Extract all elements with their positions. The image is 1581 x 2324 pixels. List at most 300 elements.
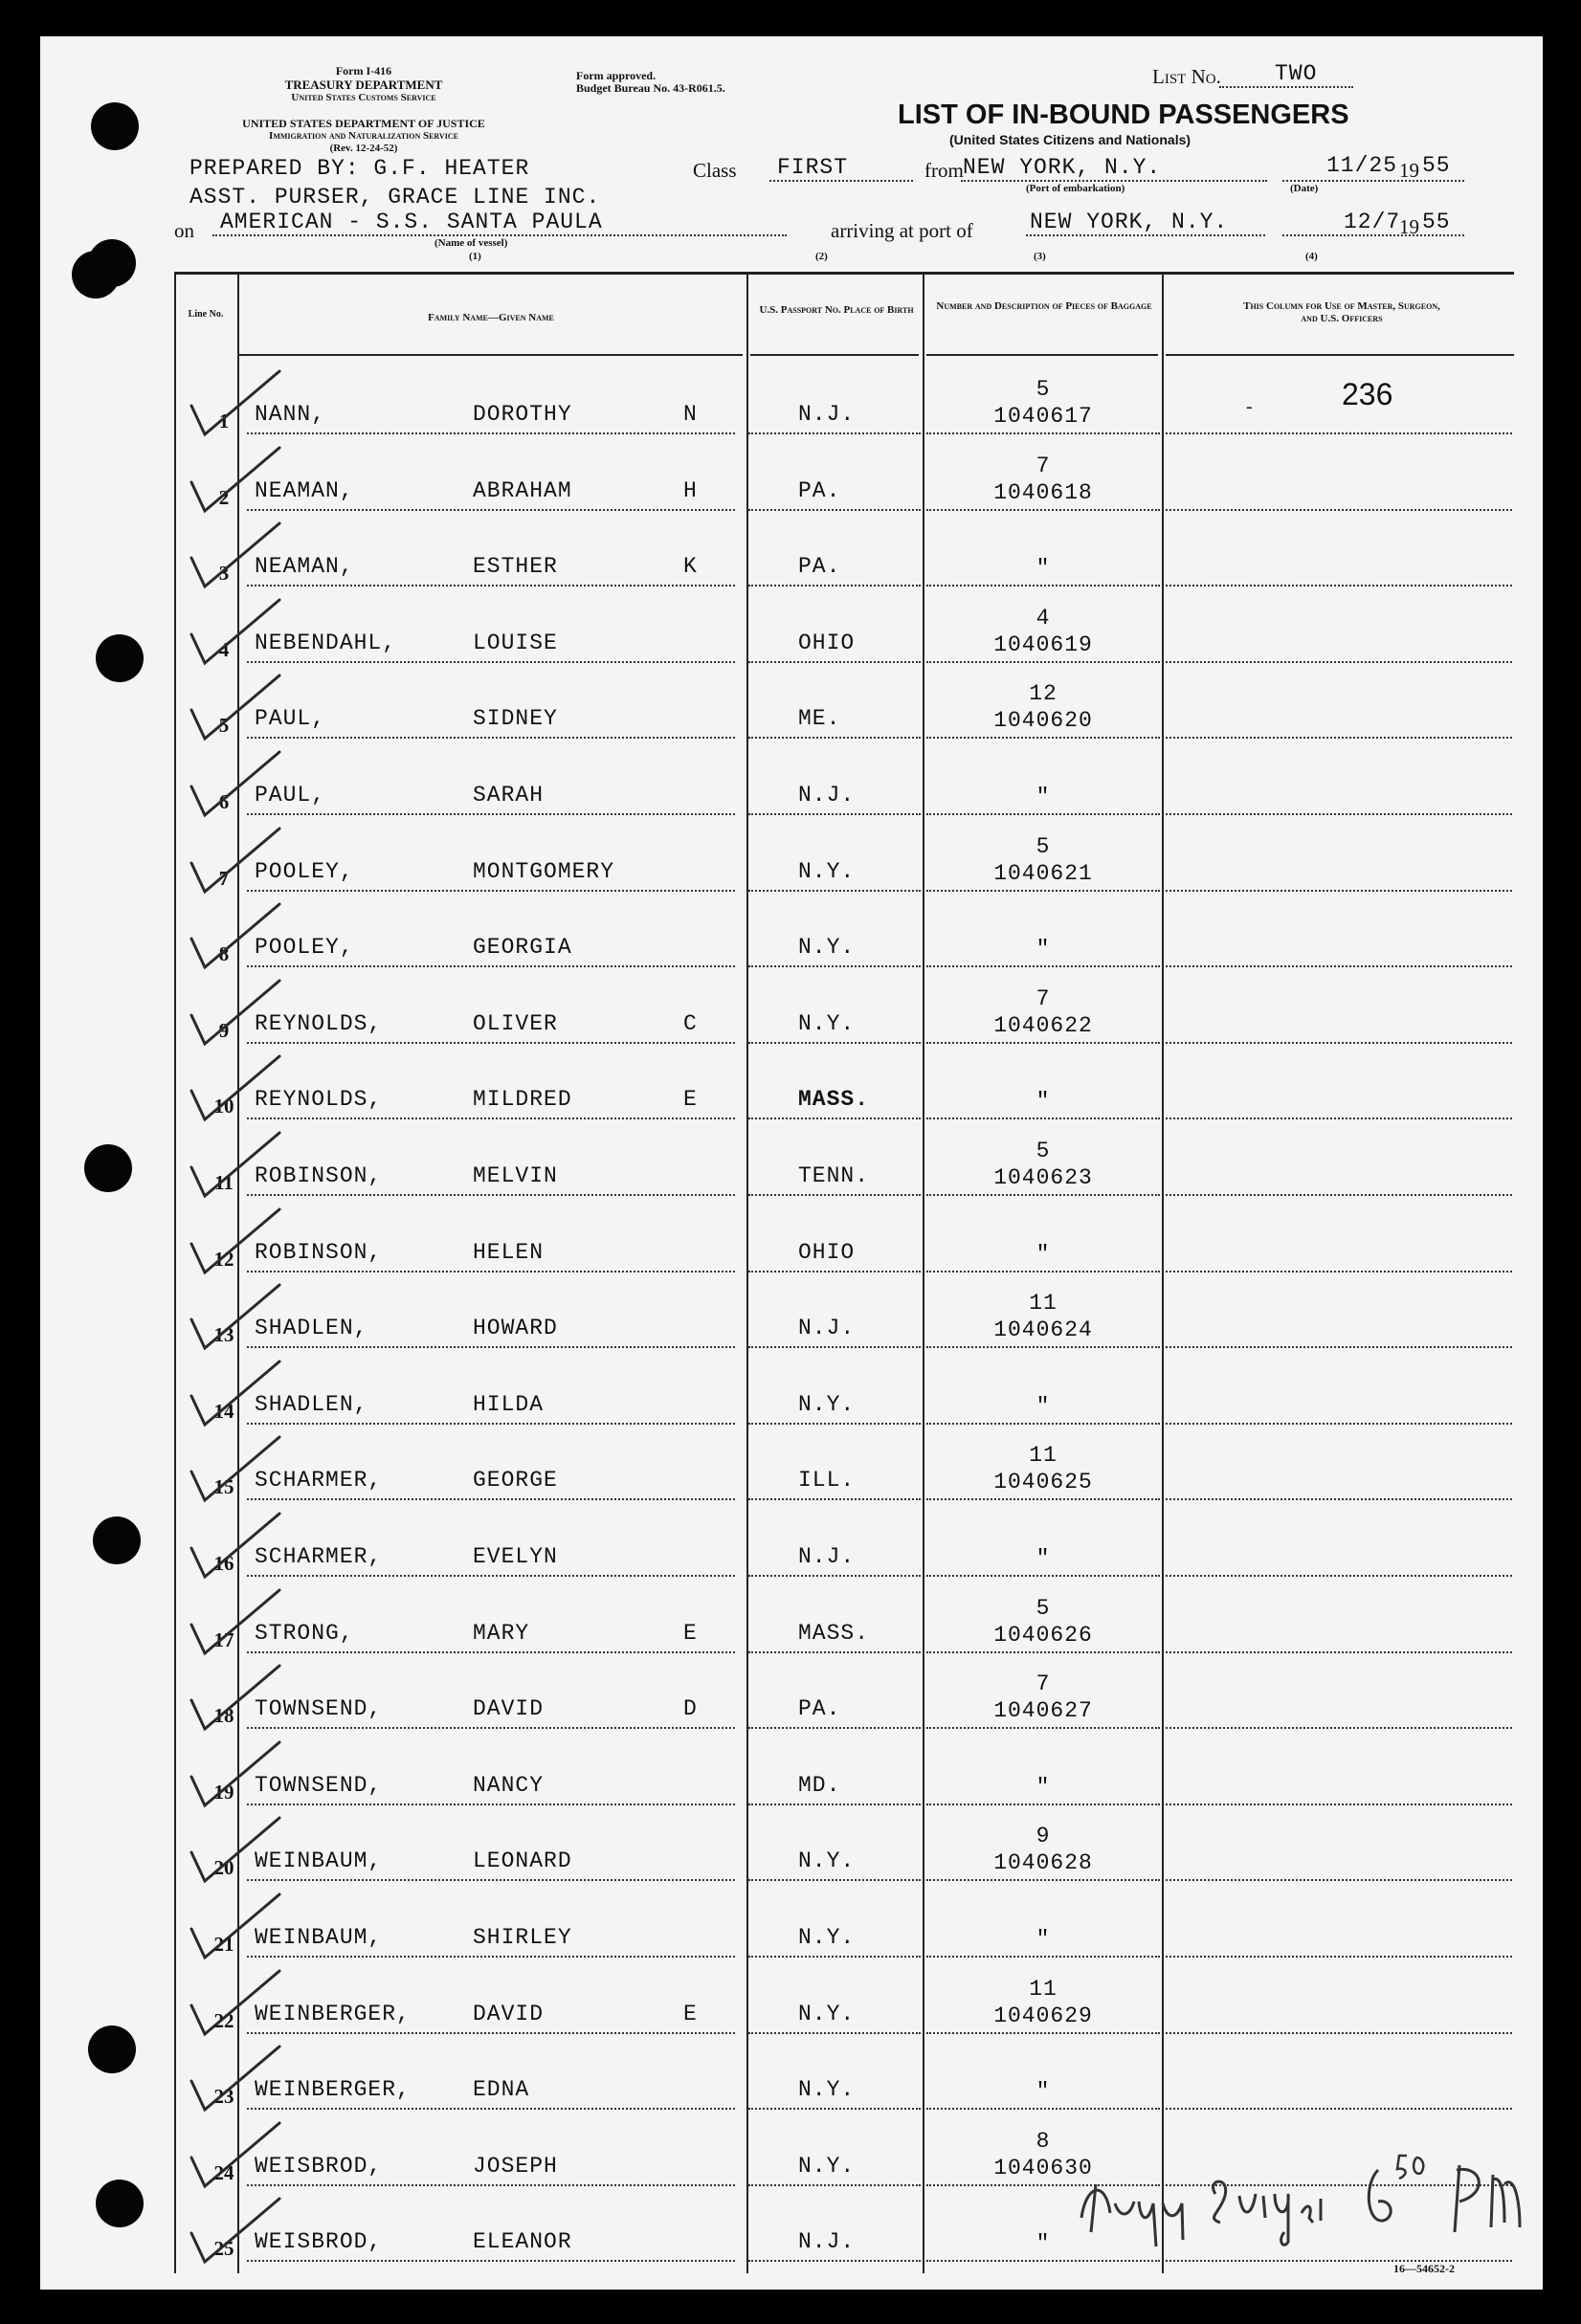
middle-initial: C	[683, 1010, 698, 1036]
arrival-date: 12/7	[1344, 210, 1401, 234]
row-separator	[926, 1575, 1160, 1577]
check-mark-icon	[184, 1586, 289, 1663]
baggage-number: "	[1035, 1089, 1051, 1115]
family-name: NEAMAN,	[255, 554, 354, 580]
document-page	[40, 36, 1543, 2290]
line-number: 12	[213, 1247, 234, 1271]
table-top-border	[174, 272, 1514, 275]
arriving-line	[1026, 234, 1265, 236]
row-separator	[1166, 1042, 1512, 1044]
family-name: POOLEY,	[255, 935, 354, 961]
line-number: 16	[213, 1552, 234, 1575]
row-separator	[247, 432, 735, 434]
row-separator	[926, 509, 1160, 511]
row-separator	[926, 2108, 1160, 2110]
row-separator	[926, 813, 1160, 815]
line-number: 4	[218, 637, 230, 661]
check-mark-icon	[184, 1891, 289, 1967]
line-number: 20	[213, 1856, 234, 1880]
check-mark-icon	[184, 1129, 289, 1206]
row-separator	[926, 1651, 1160, 1653]
place-of-birth: OHIO	[798, 1239, 856, 1265]
baggage-number: 1040622	[993, 1012, 1093, 1038]
baggage-count: 7	[1035, 985, 1051, 1011]
row-separator	[926, 1423, 1160, 1425]
row-separator	[748, 1651, 921, 1653]
given-name: SARAH	[473, 783, 545, 808]
check-mark-icon	[184, 1814, 289, 1891]
family-name: STRONG,	[255, 1620, 354, 1646]
place-of-birth: N.Y.	[798, 1391, 856, 1417]
row-separator	[1166, 1498, 1512, 1500]
given-name: DAVID	[473, 1696, 545, 1722]
row-separator	[247, 2108, 735, 2110]
row-separator	[1166, 1194, 1512, 1196]
family-name: WEISBROD,	[255, 2153, 383, 2179]
class-value: FIRST	[777, 155, 849, 180]
baggage-number: "	[1035, 1927, 1051, 1952]
row-separator	[748, 432, 921, 434]
baggage-count: 11	[1029, 1976, 1058, 2002]
row-separator	[1166, 1118, 1512, 1119]
family-name: SHADLEN,	[255, 1316, 368, 1341]
list-no-label: List No.	[1152, 65, 1221, 88]
line-number: 8	[218, 942, 230, 966]
purser: ASST. PURSER, GRACE LINE INC.	[189, 185, 601, 210]
row-separator	[748, 661, 921, 663]
family-name: NEBENDAHL,	[255, 630, 397, 655]
family-name: WEISBROD,	[255, 2229, 383, 2255]
dept-treasury: TREASURY DEPARTMENT	[284, 77, 443, 92]
family-name: PAUL,	[255, 706, 326, 732]
middle-initial: D	[683, 1696, 698, 1722]
punch-hole	[84, 1144, 132, 1192]
family-name: SCHARMER,	[255, 1544, 383, 1569]
row-separator	[926, 1879, 1160, 1881]
col-header-passport: U.S. Passport No. Place of Birth	[759, 304, 914, 316]
baggage-number: 1040618	[993, 479, 1093, 505]
from-value: NEW YORK, N.Y.	[963, 155, 1162, 180]
row-separator	[926, 890, 1160, 892]
given-name: MELVIN	[473, 1163, 558, 1188]
dept-treasury-sub: United States Customs Service	[291, 92, 436, 103]
check-mark-icon	[184, 1510, 289, 1586]
row-separator	[1166, 509, 1512, 511]
punch-hole	[96, 2180, 144, 2227]
row-separator	[926, 1118, 1160, 1119]
dept-justice: UNITED STATES DEPARTMENT OF JUSTICE	[242, 117, 485, 130]
row-separator	[748, 1118, 921, 1119]
line-number: 1	[218, 409, 230, 432]
row-separator	[748, 585, 921, 587]
family-name: WEINBERGER,	[255, 2077, 411, 2103]
place-of-birth: N.Y.	[798, 858, 856, 884]
baggage-number: "	[1035, 937, 1051, 963]
row-separator	[247, 2184, 735, 2186]
row-separator	[748, 1804, 921, 1805]
place-of-birth: N.J.	[798, 1316, 856, 1341]
line-number: 25	[213, 2237, 234, 2261]
place-of-birth: ILL.	[798, 1468, 856, 1494]
row-separator	[1166, 2260, 1512, 2262]
page-title: LIST OF IN-BOUND PASSENGERS	[898, 100, 1349, 130]
given-name: OLIVER	[473, 1010, 558, 1036]
baggage-number: "	[1035, 556, 1051, 582]
row-separator	[1166, 1423, 1512, 1425]
baggage-count: 5	[1035, 1595, 1051, 1621]
check-mark-icon	[184, 1967, 289, 2044]
col-header-officers: This Column for Use of Master, Surgeon, and U.S. Officers	[1243, 300, 1440, 324]
check-mark-icon	[184, 367, 289, 444]
baggage-number: 1040620	[993, 708, 1093, 734]
baggage-number: "	[1035, 785, 1051, 809]
row-separator	[1166, 965, 1512, 967]
place-of-birth: N.J.	[798, 402, 856, 427]
row-separator	[247, 509, 735, 511]
given-name: ELEANOR	[473, 2229, 572, 2255]
row-separator	[748, 813, 921, 815]
family-name: WEINBAUM,	[255, 1925, 383, 1950]
line-number: 15	[213, 1475, 234, 1499]
given-name: EDNA	[473, 2077, 530, 2103]
check-mark-icon	[184, 444, 289, 520]
family-name: REYNOLDS,	[255, 1087, 383, 1113]
baggage-number: "	[1035, 2231, 1051, 2257]
place-of-birth: OHIO	[798, 630, 856, 655]
list-no-value: TWO	[1275, 61, 1318, 86]
caption-1: (1)	[469, 251, 481, 262]
row-separator	[1166, 813, 1512, 815]
col-header-baggage: Number and Description of Pieces of Baggage	[936, 300, 1152, 312]
family-name: SHADLEN,	[255, 1391, 368, 1417]
table-left-border	[174, 274, 176, 2273]
line-number: 3	[218, 562, 230, 586]
on-label: on	[174, 219, 194, 242]
baggage-count: 4	[1035, 605, 1051, 631]
row-separator	[1166, 2032, 1512, 2034]
row-separator	[247, 1651, 735, 1653]
row-separator	[926, 661, 1160, 663]
row-separator	[247, 1727, 735, 1729]
line-number: 21	[213, 1933, 234, 1956]
vessel-name: AMERICAN - S.S. SANTA PAULA	[220, 210, 603, 234]
class-line	[769, 180, 913, 182]
punch-hole	[96, 634, 144, 682]
port-embark-caption: (Port of embarkation)	[1026, 183, 1125, 194]
line-number: 7	[218, 866, 230, 890]
row-separator	[247, 1423, 735, 1425]
given-name: ESTHER	[473, 554, 558, 580]
place-of-birth: TENN.	[798, 1163, 870, 1188]
given-name: NANCY	[473, 1772, 545, 1798]
check-mark-icon	[184, 2195, 289, 2271]
row-separator	[1166, 661, 1512, 663]
check-mark-icon	[184, 596, 289, 673]
row-separator	[247, 1575, 735, 1577]
family-name: WEINBERGER,	[255, 2001, 411, 2026]
place-of-birth: MD.	[798, 1772, 841, 1798]
line-number: 13	[213, 1323, 234, 1347]
class-label: Class	[693, 159, 737, 182]
given-name: MARY	[473, 1620, 530, 1646]
place-of-birth: N.J.	[798, 783, 856, 808]
row-separator	[926, 1194, 1160, 1196]
row-separator	[247, 1042, 735, 1044]
row-separator	[247, 1498, 735, 1500]
family-name: NEAMAN,	[255, 477, 354, 503]
row-separator	[247, 1879, 735, 1881]
line-number: 17	[213, 1627, 234, 1651]
given-name: HILDA	[473, 1391, 545, 1417]
date-caption: (Date)	[1290, 183, 1319, 194]
from-line	[961, 180, 1267, 182]
check-mark-icon	[184, 2043, 289, 2119]
row-separator	[926, 1346, 1160, 1348]
baggage-number: "	[1035, 1393, 1051, 1419]
place-of-birth: N.Y.	[798, 1010, 856, 1036]
line-number: 6	[218, 790, 230, 813]
baggage-count: 5	[1035, 833, 1051, 859]
baggage-number: 1040628	[993, 1850, 1093, 1876]
baggage-number: 1040625	[993, 1470, 1093, 1495]
form-number: Form I-416	[335, 64, 392, 77]
place-of-birth: N.J.	[798, 1544, 856, 1569]
row-separator	[748, 965, 921, 967]
family-name: ROBINSON,	[255, 1163, 383, 1188]
baggage-number: "	[1035, 1774, 1051, 1800]
handwritten-number: 236	[1342, 377, 1393, 411]
check-mark-icon	[184, 748, 289, 825]
check-mark-icon	[184, 977, 289, 1053]
caption-2: (2)	[815, 251, 828, 262]
check-mark-icon	[184, 520, 289, 596]
given-name: HOWARD	[473, 1316, 558, 1341]
check-mark-icon	[184, 825, 289, 901]
row-separator	[247, 965, 735, 967]
row-separator	[748, 2260, 921, 2262]
baggage-number: 1040630	[993, 2155, 1093, 2180]
check-mark-icon	[184, 1281, 289, 1358]
baggage-count: 11	[1029, 1443, 1058, 1469]
row-separator	[1166, 1879, 1512, 1881]
row-separator	[1166, 2108, 1512, 2110]
line-number: 24	[213, 2160, 234, 2184]
row-separator	[247, 2032, 735, 2034]
baggage-number: "	[1035, 1241, 1051, 1267]
from-year-prefix: 19	[1399, 159, 1419, 182]
row-separator	[748, 1346, 921, 1348]
baggage-number: 1040619	[993, 631, 1093, 657]
from-date-line	[1282, 180, 1464, 182]
caption-4: (4)	[1305, 251, 1318, 262]
given-name: HELEN	[473, 1239, 545, 1265]
place-of-birth: N.Y.	[798, 1925, 856, 1950]
given-name: EVELYN	[473, 1544, 558, 1569]
row-separator	[748, 1042, 921, 1044]
place-of-birth: MASS.	[798, 1087, 870, 1113]
punch-hole	[88, 239, 136, 287]
family-name: NANN,	[255, 402, 326, 427]
baggage-number: 1040626	[993, 1622, 1093, 1648]
col-divider-2	[746, 274, 748, 2273]
place-of-birth: ME.	[798, 706, 841, 732]
family-name: REYNOLDS,	[255, 1010, 383, 1036]
form-approved: Form approved.	[576, 69, 657, 82]
row-separator	[247, 813, 735, 815]
place-of-birth: PA.	[798, 477, 841, 503]
baggage-number: 1040629	[993, 2003, 1093, 2028]
row-separator	[1166, 737, 1512, 739]
row-separator	[748, 1423, 921, 1425]
header-underline-passport	[750, 354, 919, 356]
line-number: 11	[214, 1171, 234, 1194]
row-separator	[1166, 1727, 1512, 1729]
line-number: 22	[213, 2008, 234, 2032]
row-separator	[247, 1118, 735, 1119]
tick-mark: -	[1246, 396, 1253, 417]
check-mark-icon	[184, 1662, 289, 1738]
header-underline-officers	[1166, 354, 1514, 356]
arriving-label: arriving at port of	[831, 219, 973, 242]
baggage-count: 12	[1029, 681, 1058, 707]
caption-3: (3)	[1034, 251, 1046, 262]
arriving-value: NEW YORK, N.Y.	[1030, 210, 1229, 234]
given-name: JOSEPH	[473, 2153, 558, 2179]
footer-code: 16—54652-2	[1393, 2262, 1455, 2275]
officer-signature	[1062, 2127, 1560, 2251]
row-separator	[748, 1727, 921, 1729]
row-separator	[1166, 585, 1512, 587]
row-separator	[748, 1194, 921, 1196]
place-of-birth: N.J.	[798, 2229, 856, 2255]
family-name: SCHARMER,	[255, 1468, 383, 1494]
baggage-number: "	[1035, 2079, 1051, 2105]
line-number: 2	[218, 485, 230, 509]
place-of-birth: N.Y.	[798, 2153, 856, 2179]
baggage-count: 5	[1035, 1139, 1051, 1163]
check-mark-icon	[184, 672, 289, 748]
baggage-number: 1040623	[993, 1165, 1093, 1190]
punch-hole	[93, 1516, 141, 1564]
line-number: 5	[218, 714, 230, 738]
middle-initial: N	[683, 402, 698, 427]
line-number: 18	[213, 1704, 234, 1728]
given-name: SIDNEY	[473, 706, 558, 732]
row-separator	[247, 1804, 735, 1805]
from-label: from	[924, 159, 964, 182]
given-name: MILDRED	[473, 1087, 572, 1113]
row-separator	[926, 1271, 1160, 1273]
row-separator	[247, 1194, 735, 1196]
row-separator	[1166, 1346, 1512, 1348]
place-of-birth: PA.	[798, 1696, 841, 1722]
col-divider-4	[1162, 274, 1164, 2273]
col-header-line-no: Line No.	[188, 309, 224, 320]
row-separator	[1166, 1651, 1512, 1653]
row-separator	[1166, 1575, 1512, 1577]
row-separator	[247, 2260, 735, 2262]
given-name: SHIRLEY	[473, 1925, 572, 1950]
row-separator	[926, 1727, 1160, 1729]
middle-initial: K	[683, 554, 698, 580]
from-year: 55	[1422, 153, 1451, 178]
family-name: WEINBAUM,	[255, 1848, 383, 1874]
row-separator	[748, 1575, 921, 1577]
row-separator	[926, 737, 1160, 739]
row-separator	[926, 1956, 1160, 1958]
row-separator	[748, 1271, 921, 1273]
row-separator	[748, 737, 921, 739]
place-of-birth: PA.	[798, 554, 841, 580]
given-name: GEORGE	[473, 1468, 558, 1494]
baggage-number: "	[1035, 1546, 1051, 1571]
arrival-year: 55	[1422, 210, 1451, 234]
row-separator	[247, 585, 735, 587]
middle-initial: E	[683, 2001, 698, 2026]
arrival-year-prefix: 19	[1399, 215, 1419, 238]
check-mark-icon	[184, 1433, 289, 1510]
row-separator	[1166, 890, 1512, 892]
place-of-birth: MASS.	[798, 1620, 870, 1646]
family-name: ROBINSON,	[255, 1239, 383, 1265]
check-mark-icon	[184, 1358, 289, 1434]
row-separator	[247, 661, 735, 663]
row-separator	[1166, 1271, 1512, 1273]
row-separator	[748, 1879, 921, 1881]
row-separator	[748, 2108, 921, 2110]
check-mark-icon	[184, 1052, 289, 1129]
row-separator	[748, 509, 921, 511]
col-divider-3	[923, 274, 924, 2273]
vessel-line	[212, 234, 787, 236]
list-no-line	[1219, 86, 1353, 88]
family-name: TOWNSEND,	[255, 1696, 383, 1722]
row-separator	[926, 1042, 1160, 1044]
budget-bureau: Budget Bureau No. 43-R061.5.	[576, 81, 725, 95]
given-name: ABRAHAM	[473, 477, 572, 503]
place-of-birth: N.Y.	[798, 935, 856, 961]
row-separator	[926, 2260, 1160, 2262]
row-separator	[1166, 1956, 1512, 1958]
line-number: 9	[218, 1018, 230, 1042]
arrival-date-line	[1282, 234, 1464, 236]
header-underline-baggage	[926, 354, 1158, 356]
row-separator	[1166, 1804, 1512, 1805]
middle-initial: E	[683, 1620, 698, 1646]
middle-initial: E	[683, 1087, 698, 1113]
baggage-number: 1040627	[993, 1698, 1093, 1724]
family-name: PAUL,	[255, 783, 326, 808]
place-of-birth: N.Y.	[798, 2001, 856, 2026]
baggage-count: 9	[1035, 1824, 1051, 1849]
row-separator	[748, 2184, 921, 2186]
given-name: LOUISE	[473, 630, 558, 655]
row-separator	[748, 2032, 921, 2034]
family-name: POOLEY,	[255, 858, 354, 884]
vessel-caption: (Name of vessel)	[434, 237, 508, 249]
row-separator	[748, 1956, 921, 1958]
given-name: GEORGIA	[473, 935, 572, 961]
line-number: 14	[213, 1399, 234, 1423]
check-mark-icon	[184, 900, 289, 977]
row-separator	[247, 1346, 735, 1348]
col-header-name: Family Name—Given Name	[428, 312, 554, 323]
given-name: LEONARD	[473, 1848, 572, 1874]
page-subtitle: (United States Citizens and Nationals)	[949, 132, 1191, 147]
baggage-number: 1040624	[993, 1317, 1093, 1343]
row-separator	[926, 1498, 1160, 1500]
row-separator	[926, 585, 1160, 587]
